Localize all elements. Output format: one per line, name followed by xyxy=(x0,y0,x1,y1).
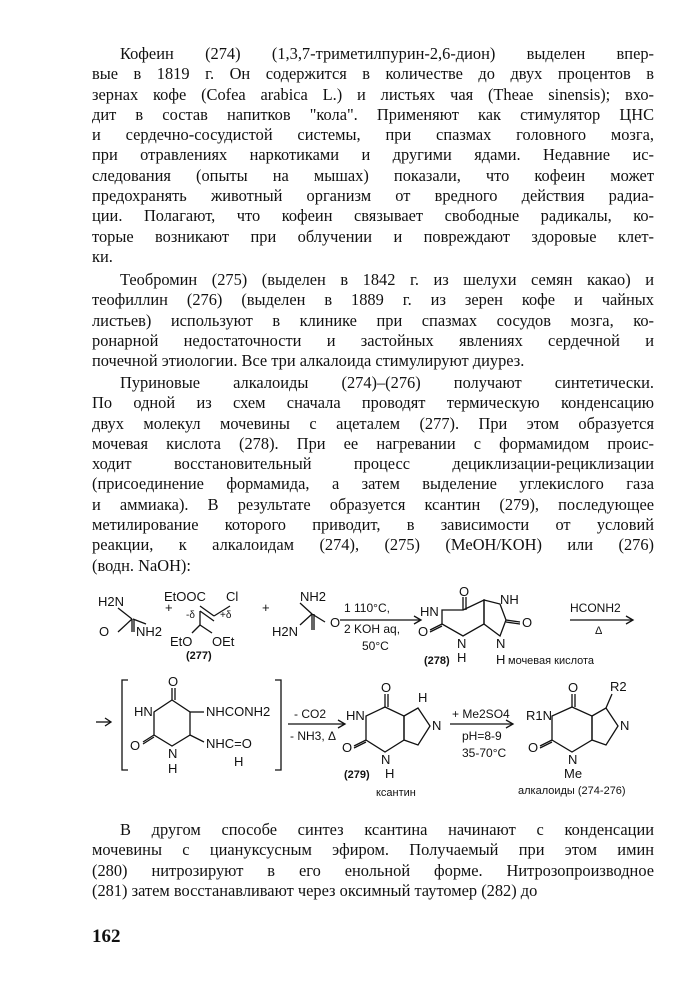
cond1-line1: 1 110°C, xyxy=(344,601,390,615)
paragraph-caffeine xyxy=(92,44,654,267)
text-line: и сердечно-сосудистой системы, при спазмах головного мозга, xyxy=(92,125,654,145)
atom-h2n-2: H2N xyxy=(272,624,299,639)
cond4-line1: + Me2SO4 xyxy=(452,707,510,721)
text-line: ронарной недостаточности и застойных явлениях сердечной и xyxy=(92,330,654,350)
text-line: (присоединение формамида, а затем выделение углекислого газа xyxy=(92,474,654,494)
text-line: дит в состав напитков "кола". Применяют как стимулятор ЦНС xyxy=(92,104,654,124)
label-uric-acid: мочевая кислота xyxy=(508,655,595,667)
reagent-hconh2: HCONH2 xyxy=(570,601,621,615)
atom-nh2-2: NH2 xyxy=(300,589,327,604)
text-line: (281) затем восстанавливают через оксимный таутомер (282) до xyxy=(92,880,538,900)
text-line: По одной из схем сначала проводят термическую конденсацию xyxy=(92,393,654,413)
cond3-line2: - NH3, Δ xyxy=(290,729,337,743)
atom-nh2-1: NH2 xyxy=(136,624,163,639)
text-line: предохранять животный организм от вредного действия радиа- xyxy=(92,186,654,206)
text-line: почечной этиологии. Все три алкалоида стимулируют диурез. xyxy=(92,351,525,371)
atom-h-xan-top: H xyxy=(418,690,428,705)
text-line: мочевины с циануксусным эфиром. Получаемый при этом имин xyxy=(92,840,654,860)
text-line: следования (опыты на мышах) показали, что кофеин может xyxy=(92,165,654,185)
atom-n-278-2: N xyxy=(496,636,506,651)
atom-o-xan-left: O xyxy=(342,740,353,755)
atom-oet: OEt xyxy=(212,634,235,649)
atom-r1n: R1N xyxy=(526,708,553,723)
text-line: двух молекул мочевины с ацеталем (277). При этом образуется xyxy=(92,413,654,433)
label-277: (277) xyxy=(186,650,212,662)
atom-o-int: O xyxy=(168,674,179,689)
plus-2: + xyxy=(262,600,270,615)
atom-o-xan: O xyxy=(381,680,392,695)
atom-o-278-right: O xyxy=(522,615,533,630)
atom-h-278-2: H xyxy=(496,652,506,667)
atom-hn-int: HN xyxy=(134,704,153,719)
text-line: ции. Полагают, что кофеин связывает свободные радикалы, ко- xyxy=(92,206,654,226)
cond1-line2: 2 KOH aq, xyxy=(344,622,401,636)
text-line: реакции, к алкалоидам (274), (275) (MeOH/KOH) или (276) xyxy=(92,535,654,555)
delta-minus: -δ xyxy=(186,610,195,621)
delta-plus: +δ xyxy=(220,610,232,621)
text-line: при отравлениях наркотиками и другими ядами. Недавние ис- xyxy=(92,145,654,165)
reagent-delta: Δ xyxy=(595,625,603,637)
atom-etooc: EtOOC xyxy=(164,589,206,604)
text-line: и аммиака). В результате образуется ксантин (279), последующее xyxy=(92,494,654,514)
text-line: ки. xyxy=(92,246,113,266)
atom-n-xan-right: N xyxy=(432,718,442,733)
atom-n-alk-right: N xyxy=(620,718,630,733)
atom-nhconh2: NHCONH2 xyxy=(206,704,271,719)
atom-h-xan: H xyxy=(385,766,395,781)
atom-eto: EtO xyxy=(170,634,193,649)
paragraph-xanthine-synthesis xyxy=(92,820,654,901)
atom-n-xan: N xyxy=(381,752,391,767)
cond4-line3: 35-70°C xyxy=(462,746,507,760)
atom-o-int-left: O xyxy=(130,738,141,753)
text-line: Теобромин (275) (выделен в 1842 г. из шелухи семян какао) и xyxy=(120,270,654,289)
text-line: зернах кофе (Cofea arabica L.) и листьях чая (Theae sinensis); вхо- xyxy=(92,84,654,104)
text-line: теофиллин (276) (выделен в 1889 г. из зерен кофе и чайных xyxy=(92,290,654,310)
label-alkaloids: алкалоиды (274-276) xyxy=(518,785,626,797)
atom-cl: Cl xyxy=(226,589,239,604)
cond3-line1: - CO2 xyxy=(294,707,327,721)
text-line: мочевая кислота (278). При ее нагревании с формамидом проис- xyxy=(92,433,654,453)
atom-nhcho: NHC=O xyxy=(206,736,252,751)
cond4-line2: pH=8-9 xyxy=(462,729,502,743)
text-line: листьев) используют в клинике при спазмах сосудов мозга, ко- xyxy=(92,310,654,330)
atom-h-278-1: H xyxy=(457,650,467,665)
atom-nh-278: NH xyxy=(500,592,519,607)
label-xanthine: ксантин xyxy=(376,787,416,799)
text-line: ходит восстановительный процесс дециклизации-рециклизации xyxy=(92,454,654,474)
text-line: (водн. NaOH): xyxy=(92,555,191,575)
atom-o-alk: O xyxy=(568,680,579,695)
atom-h2n-1: H2N xyxy=(98,594,125,609)
paragraph-synthesis xyxy=(92,373,654,576)
atom-n-int: N xyxy=(168,746,178,761)
label-278: (278) xyxy=(424,655,450,667)
atom-o-alk-left: O xyxy=(528,740,539,755)
atom-n-278-1: N xyxy=(457,636,467,651)
text-line: Кофеин (274) (1,3,7-триметилпурин-2,6-дион) выделен впер- xyxy=(120,44,654,63)
atom-n-alk: N xyxy=(568,752,578,767)
label-279: (279) xyxy=(344,769,370,781)
text-line: метилирование которого приводит, в зависимости от условий xyxy=(92,515,654,535)
atom-o-1: O xyxy=(99,624,110,639)
atom-o-278-left: O xyxy=(418,624,429,639)
plus-1: + xyxy=(165,600,173,615)
atom-o-2: O xyxy=(330,615,341,630)
page-number: 162 xyxy=(92,926,121,947)
atom-h-int: H xyxy=(168,761,178,776)
atom-r2: R2 xyxy=(610,679,627,694)
text-line: торые возникают при облучении и повреждают здоровые клет- xyxy=(92,226,654,246)
atom-hn-xan: HN xyxy=(346,708,365,723)
text-line: В другом способе синтез ксантина начинают с конденсации xyxy=(120,820,654,839)
atom-o-278-top: O xyxy=(459,584,470,599)
atom-me: Me xyxy=(564,766,583,781)
atom-h-cho: H xyxy=(234,754,244,769)
reaction-scheme xyxy=(0,580,692,820)
atom-hn-278: HN xyxy=(420,604,439,619)
paragraph-theobromine xyxy=(92,270,654,371)
text-line: вые в 1819 г. Он содержится в количестве до двух процентов в xyxy=(92,64,654,84)
text-line: Пуриновые алкалоиды (274)–(276) получают синтетически. xyxy=(120,373,654,392)
cond1-line3: 50°C xyxy=(362,639,389,653)
text-line: (280) нитрозируют в его енольной форме. Нитрозопроизводное xyxy=(92,860,654,880)
